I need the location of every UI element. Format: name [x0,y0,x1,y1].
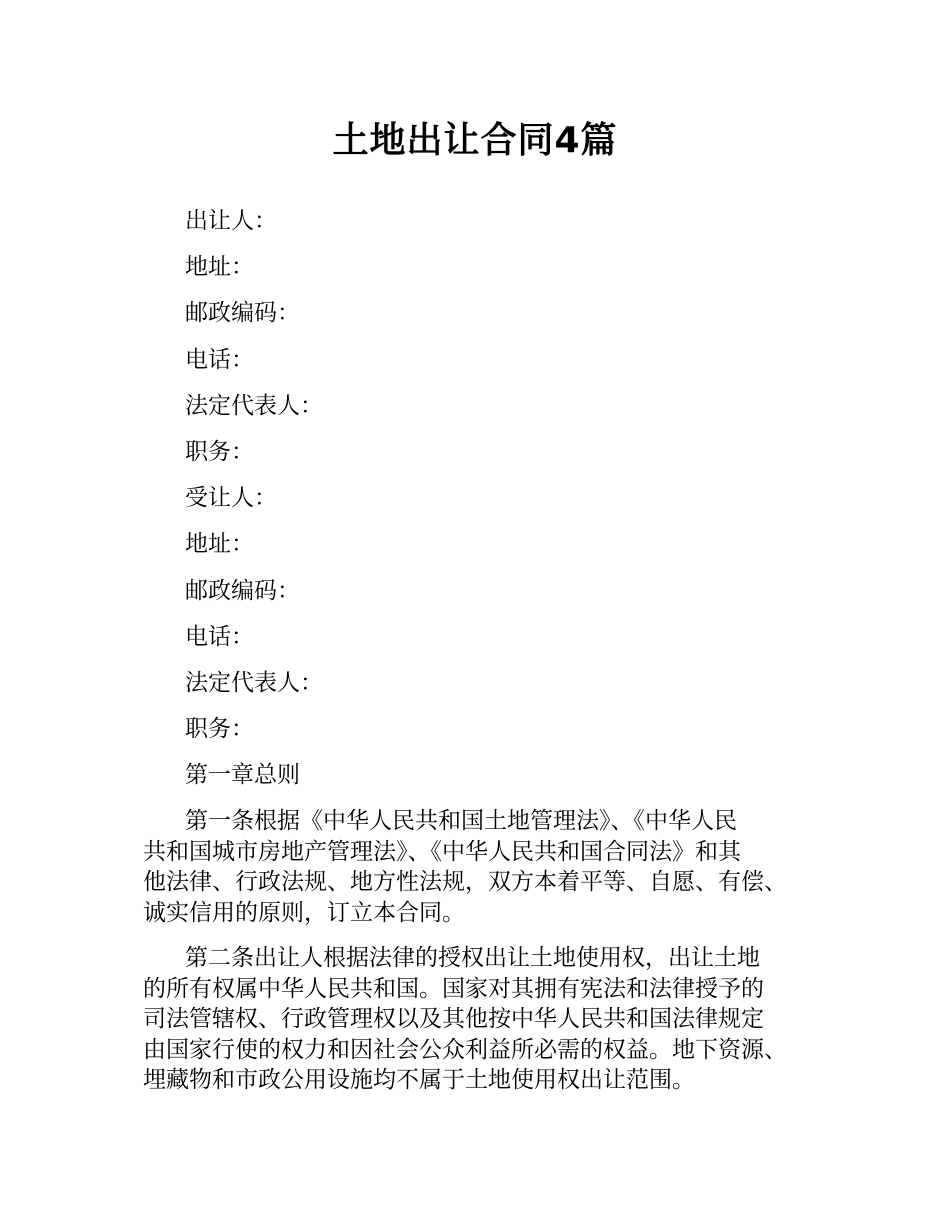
article-1-line: 诚实信用的原则，订立本合同。 [143,899,465,926]
chapter-heading: 第一章总则 [185,762,300,789]
field-grantee: 受让人： [185,485,277,512]
field-grantee-legal-rep: 法定代表人： [185,669,323,696]
article-1-line: 他法律、行政法规、地方性法规，双方本着平等、自愿、有偿、 [143,869,787,895]
article-2-line: 司法管辖权、行政管理权以及其他按中华人民共和国法律规定 [143,1006,764,1032]
party-info-list [185,204,825,804]
field-grantor-legal-rep: 法定代表人： [185,392,323,419]
field-grantee-position: 职务： [185,716,254,743]
field-grantor-address: 地址： [185,254,254,281]
field-grantee-address: 地址： [185,531,254,558]
article-2-paragraph [143,943,833,1096]
article-2-line: 的所有权属中华人民共和国。国家对其拥有宪法和法律授予的 [143,975,764,1002]
field-grantor: 出让人： [185,208,277,234]
article-2-line: 埋藏物和市政公用设施均不属于土地使用权出让范围。 [143,1067,695,1093]
article-2-line: 第二条出让人根据法律的授权出让土地使用权，出让土地 [185,945,760,971]
field-grantee-phone: 电话： [185,623,254,650]
field-grantor-phone: 电话： [185,346,254,373]
article-2-line: 由国家行使的权力和因社会公众利益所必需的权益。地下资源、 [143,1036,787,1063]
field-grantor-position: 职务： [185,438,254,465]
field-grantee-postal-code: 邮政编码： [185,577,300,604]
document-title: 土地出让合同4篇 [332,120,618,161]
article-1-line: 第一条根据《中华人民共和国土地管理法》、《中华人民 [185,808,737,834]
field-grantor-postal-code: 邮政编码： [185,300,300,327]
article-1-paragraph [143,806,833,928]
article-1-line: 共和国城市房地产管理法》、《中华人民共和国合同法》和其 [143,838,741,865]
